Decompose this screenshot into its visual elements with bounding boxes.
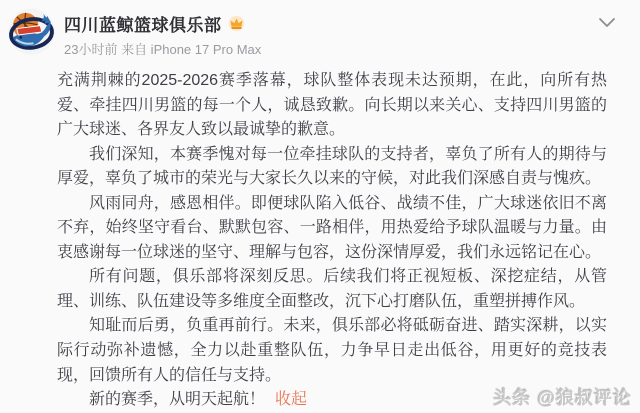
post-paragraph: 知耻而后勇，负重再前行。未来，俱乐部必将砥砺奋进、踏实深耕，以实际行动弥补遗憾，全力以赴重整队伍，力争早日走出低谷，用更好的竞技表现，回馈所有人的信任与支持。 xyxy=(57,317,607,384)
post-paragraph: 风雨同舟，感恩相伴。即便球队陷入低谷、战绩不佳，广大球迷依旧不离不弃，始终坚守看台、默默包容、一路相伴，用热爱给予球队温暖与力量。由衷感谢每一位球迷的坚守、理解与包容，这份深情厚爱，我们永远铭记在心。 xyxy=(57,194,607,261)
chevron-down-icon[interactable] xyxy=(598,16,616,28)
author-name[interactable]: 四川蓝鲸篮球俱乐部 xyxy=(64,16,222,35)
post-paragraph: 我们深知，本赛季愧对每一位牵挂球队的支持者，辜负了所有人的期待与厚爱，辜负了城市的荣光与大家长久以来的守候，对此我们深感自责与愧疚。 xyxy=(57,145,607,188)
watermark: 头条 @狼叔评论 xyxy=(493,388,632,408)
author-row xyxy=(64,11,245,36)
collapse-link[interactable]: 收起 xyxy=(275,391,308,409)
post-closing-line xyxy=(57,388,607,413)
closing-text: 新的赛季，从明天起航！ xyxy=(89,391,266,409)
post-paragraph: 所有问题，俱乐部将深刻反思。后续我们将正视短板、深挖症结，从管理、训练、队伍建设等多维度全面整改，沉下心打磨队伍，重塑拼搏作风。 xyxy=(57,268,607,310)
avatar[interactable] xyxy=(8,8,55,55)
post-paragraph: 充满荆棘的2025-2026赛季落幕，球队整体表现未达预期，在此，向所有热爱、牵挂四川男篮的每一个人，诚恳致歉。向长期以来关心、支持四川男篮的广大球迷、各界友人致以最诚挚的歉意。 xyxy=(57,72,607,139)
club-logo-icon xyxy=(8,8,55,55)
post-meta: 23小时前 来自 iPhone 17 Pro Max xyxy=(64,42,262,57)
crown-badge-icon xyxy=(228,15,245,32)
post-body xyxy=(57,69,607,413)
